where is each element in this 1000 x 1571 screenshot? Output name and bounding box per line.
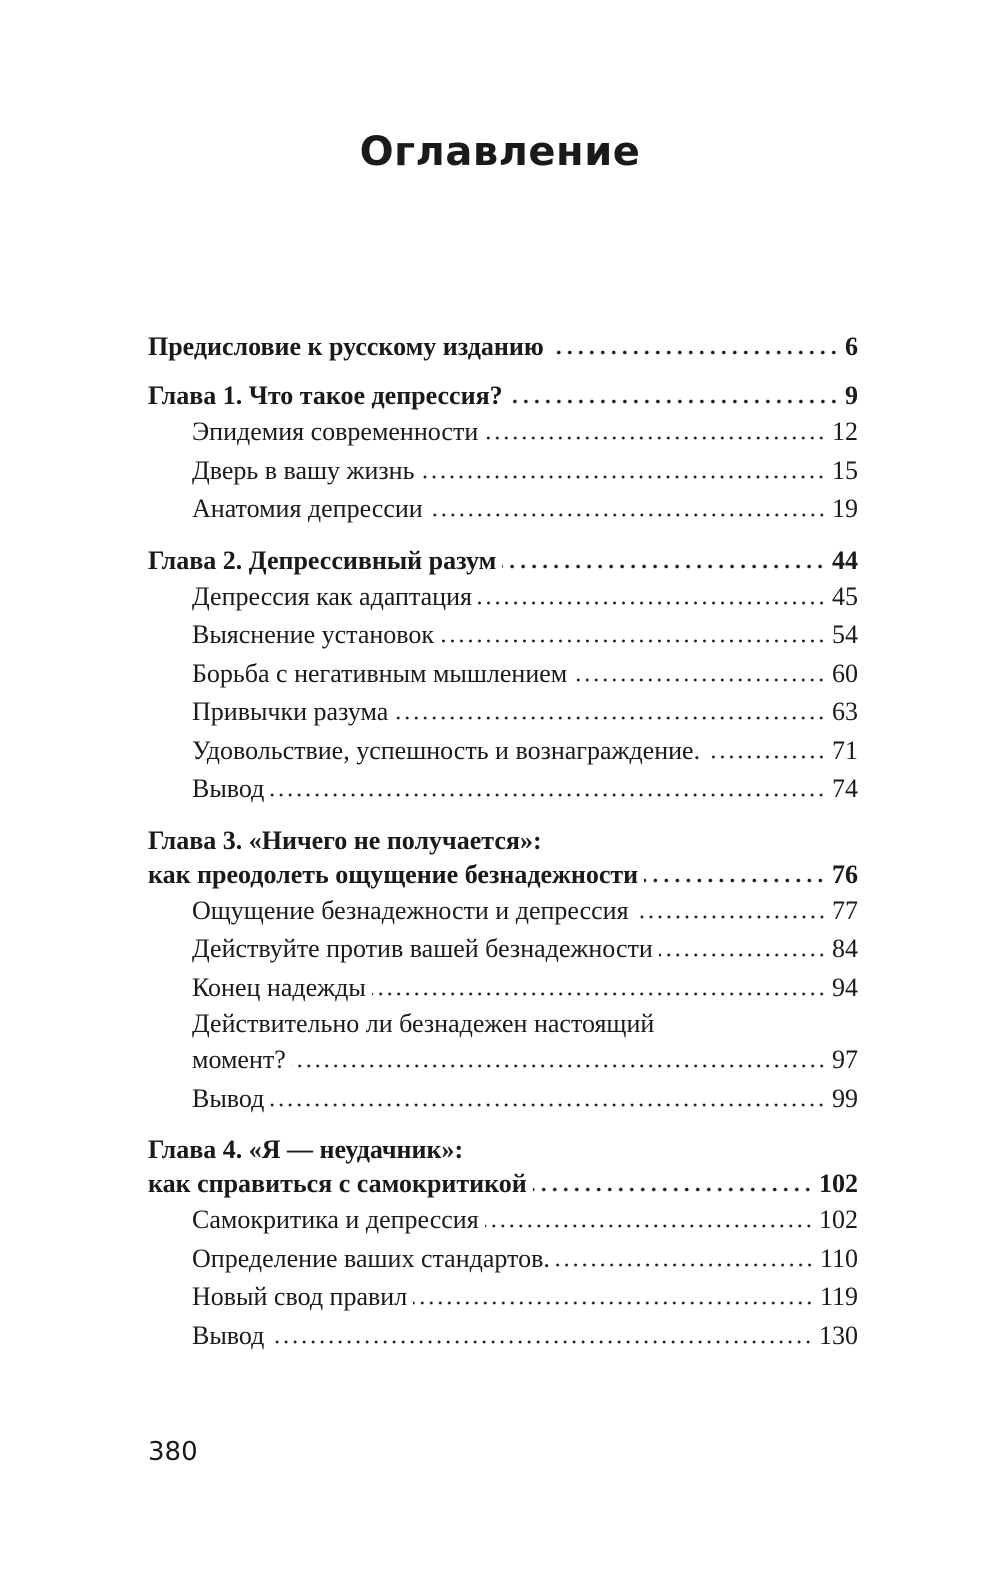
dot-leader	[270, 1083, 826, 1106]
dot-leader	[270, 1320, 813, 1343]
dot-leader	[635, 895, 826, 918]
toc-entry-title: Определение ваших стандартов.	[192, 1243, 550, 1273]
dot-leader	[659, 934, 826, 957]
toc-entry-title: Вывод	[192, 774, 265, 803]
toc-entry-page: 84	[832, 934, 858, 963]
toc-entry-3-2[interactable]	[148, 930, 858, 969]
toc-entry-chapter-2[interactable]	[148, 544, 858, 578]
toc-entry-title: Борьба с негативным мышлением	[192, 658, 568, 688]
toc-entry-2-5[interactable]	[148, 732, 858, 771]
dot-leader	[533, 1169, 813, 1192]
toc-entry-page: 19	[832, 494, 858, 523]
toc-entry-title: момент?	[192, 1045, 286, 1074]
toc-entry-title: Анатомия депрессии	[192, 494, 423, 523]
toc-entry-1-1[interactable]	[148, 413, 858, 452]
toc-entry-title: Глава 1. Что такое депрессия?	[148, 381, 503, 410]
toc-entry-title: Самокритика и депрессия	[192, 1205, 479, 1234]
toc-entry-4-3[interactable]	[148, 1278, 858, 1317]
toc-entry-2-4[interactable]	[148, 693, 858, 732]
toc-entry-preface[interactable]	[148, 330, 858, 364]
toc-entry-4-4[interactable]	[148, 1317, 858, 1356]
dot-leader	[502, 545, 826, 568]
toc-entry-title: как справиться с самокритикой	[148, 1169, 527, 1198]
toc-entry-page: 9	[845, 381, 858, 410]
dot-leader	[292, 1045, 826, 1068]
toc-entry-3-5[interactable]	[148, 1080, 858, 1119]
dot-leader	[413, 1282, 814, 1305]
toc-entry-3-4-line1[interactable]: Действительно ли безнадежен настоящий	[192, 1009, 655, 1038]
toc-entry-title: Депрессия как адаптация	[192, 581, 472, 611]
toc-entry-2-3[interactable]	[148, 655, 858, 694]
toc-entry-4-1[interactable]	[148, 1201, 858, 1240]
toc-entry-title: Эпидемия современности	[192, 417, 479, 446]
dot-leader	[478, 581, 826, 604]
toc-entry-title: Вывод	[192, 1083, 265, 1113]
toc-entry-page: 102	[819, 1169, 858, 1198]
toc-entry-title: Предисловие к русскому изданию	[148, 332, 544, 361]
toc-entry-page: 119	[819, 1282, 858, 1311]
toc-entry-page: 110	[819, 1243, 858, 1273]
toc-entry-page: 45	[832, 581, 858, 611]
dot-leader	[420, 455, 826, 478]
toc-entry-title: Дверь в вашу жизнь	[192, 455, 415, 485]
toc-entry-page: 54	[832, 620, 858, 649]
page-title: Оглавление	[359, 129, 641, 175]
toc-chapter-4-title-line1[interactable]: Глава 4. «Я — неудачник»:	[148, 1135, 464, 1164]
toc-entry-title: как преодолеть ощущение безнадежности	[148, 859, 639, 889]
toc-entry-page: 97	[832, 1045, 858, 1074]
dot-leader	[440, 620, 826, 643]
toc-entry-title: Глава 2. Депрессивный разум	[148, 545, 497, 575]
toc-entry-page: 71	[832, 735, 858, 765]
toc-entry-chapter-4[interactable]	[148, 1167, 858, 1201]
toc-entry-title: Привычки разума	[192, 697, 389, 726]
toc-entry-page: 44	[832, 545, 858, 575]
toc-entry-1-2[interactable]	[148, 452, 858, 491]
dot-leader	[484, 417, 826, 440]
toc-entry-chapter-1[interactable]	[148, 379, 858, 413]
table-of-contents	[148, 330, 858, 1370]
dot-leader	[270, 774, 826, 797]
dot-leader	[556, 1243, 814, 1266]
toc-entry-2-2[interactable]	[148, 616, 858, 655]
toc-chapter-3	[148, 824, 858, 1119]
toc-chapter-3-title-line1[interactable]: Глава 3. «Ничего не получается»:	[148, 825, 542, 855]
dot-leader	[485, 1205, 813, 1228]
dot-leader	[429, 494, 826, 517]
toc-entry-chapter-3[interactable]	[148, 858, 858, 892]
toc-entry-2-6[interactable]	[148, 770, 858, 809]
toc-entry-page: 15	[832, 455, 858, 485]
toc-entry-1-3[interactable]	[148, 490, 858, 529]
toc-chapter-1	[148, 379, 858, 529]
toc-entry-3-3[interactable]	[148, 969, 858, 1008]
toc-entry-page: 6	[845, 332, 858, 361]
toc-entry-title: Вывод	[192, 1320, 265, 1350]
toc-entry-page: 102	[819, 1205, 858, 1234]
toc-chapter-4	[148, 1133, 858, 1355]
toc-entry-title: Конец надежды	[192, 972, 366, 1002]
toc-entry-page: 130	[819, 1320, 858, 1350]
dot-leader	[550, 332, 839, 355]
toc-entry-title: Новый свод правил	[192, 1282, 408, 1311]
toc-entry-title: Удовольствие, успешность и вознаграждение.	[192, 735, 701, 765]
toc-chapter-2	[148, 544, 858, 809]
dot-leader	[394, 697, 826, 720]
toc-preface	[148, 330, 858, 364]
toc-entry-page: 60	[832, 658, 858, 688]
dot-leader	[372, 972, 826, 995]
toc-entry-page: 77	[832, 895, 858, 925]
toc-entry-title: Действуйте против вашей безнадежности	[192, 934, 653, 963]
toc-entry-3-1[interactable]	[148, 892, 858, 931]
toc-entry-page: 74	[832, 774, 858, 803]
toc-entry-4-2[interactable]	[148, 1240, 858, 1279]
toc-entry-page: 94	[832, 972, 858, 1002]
toc-entry-3-4[interactable]	[148, 1041, 858, 1080]
dot-leader	[573, 658, 826, 681]
toc-entry-page: 63	[832, 697, 858, 726]
toc-entry-page: 12	[832, 417, 858, 446]
page-number: 380	[148, 1437, 198, 1467]
toc-entry-2-1[interactable]	[148, 578, 858, 617]
dot-leader	[706, 735, 826, 758]
toc-entry-page: 76	[832, 859, 858, 889]
dot-leader	[644, 859, 826, 882]
toc-entry-title: Выяснение установок	[192, 620, 435, 649]
toc-entry-title: Ощущение безнадежности и депрессия	[192, 895, 629, 925]
dot-leader	[509, 381, 839, 404]
toc-entry-page: 99	[832, 1083, 858, 1113]
